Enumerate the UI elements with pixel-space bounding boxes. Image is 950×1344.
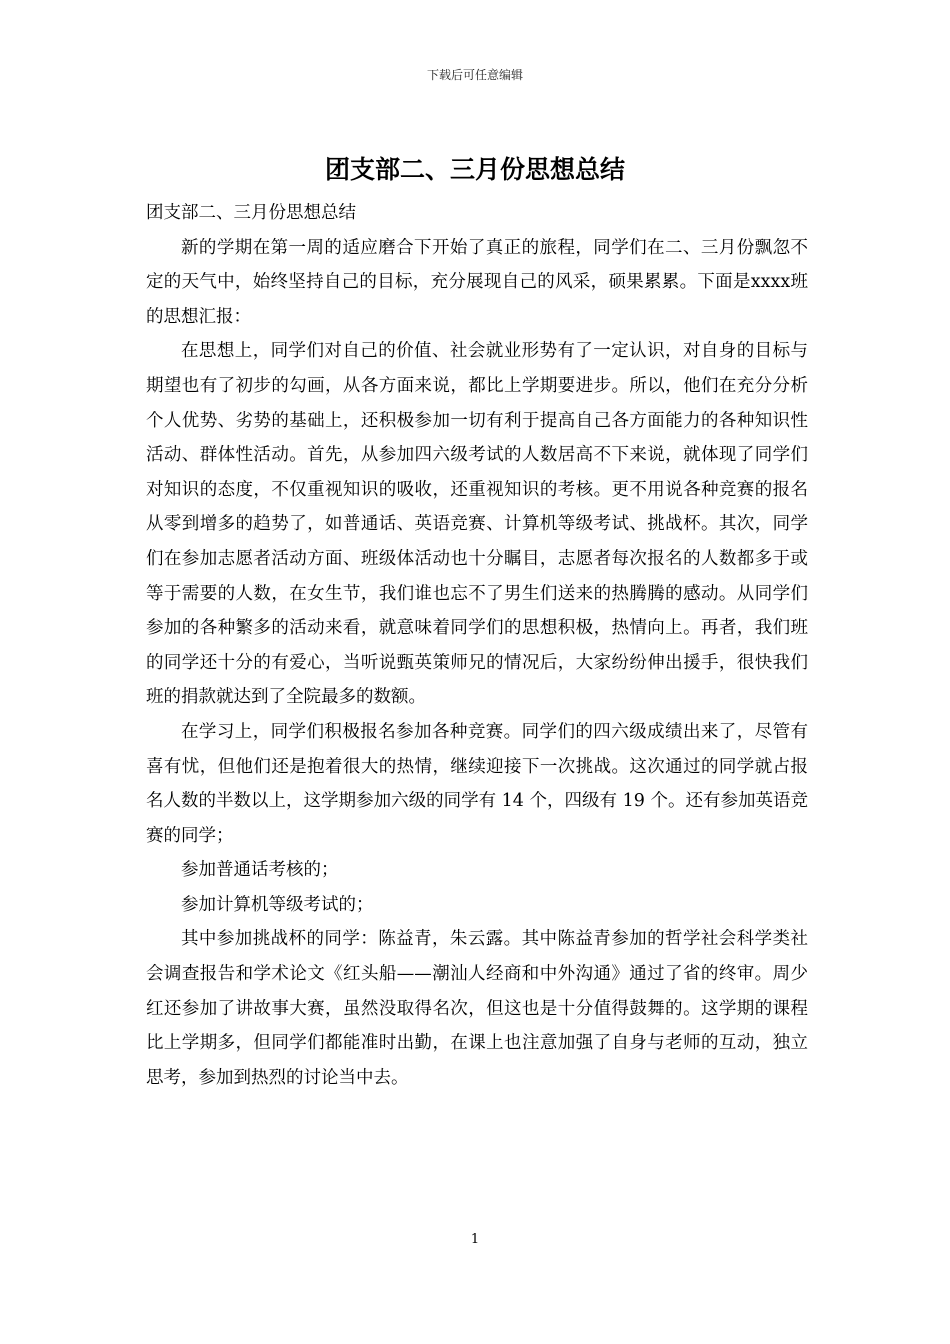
body-paragraph: 在学习上，同学们积极报名参加各种竞赛。同学们的四六级成绩出来了，尽管有喜有忧，但他们还是抱着很大的热情，继续迎接下一次挑战。这次通过的同学就占报名人数的半数以上，这学期参加六级的同学有 14 个，四级有 19 个。还有参加英语竞赛的同学；	[146, 721, 808, 846]
page-number: 1	[470, 1232, 480, 1247]
subtitle-paragraph: 团支部二、三月份思想总结	[146, 203, 356, 223]
body-paragraph: 参加计算机等级考试的；	[181, 894, 374, 915]
document-body	[146, 196, 808, 1095]
body-paragraph: 其中参加挑战杯的同学：陈益青，朱云露。其中陈益青参加的哲学社会科学类社会调查报告和学术论文《红头船——潮汕人经商和中外沟通》通过了省的终审。周少红还参加了讲故事大赛，虽然没取得名次，但这也是十分值得鼓舞的。这学期的课程比上学期多，但同学们都能准时出勤，在课上也注意加强了自身与老师的互动，独立思考，参加到热烈的讨论当中去。	[146, 929, 808, 1088]
header-note: 下载后可任意编辑	[426, 68, 523, 82]
document-title: 团支部二、三月份思想总结	[324, 155, 625, 184]
body-paragraph: 新的学期在第一周的适应磨合下开始了真正的旅程，同学们在二、三月份飘忽不定的天气中，始终坚持自己的目标，充分展现自己的风采，硕果累累。下面是xxxx班的思想汇报：	[146, 237, 808, 327]
body-paragraph: 参加普通话考核的；	[181, 860, 339, 881]
body-paragraph: 在思想上，同学们对自己的价值、社会就业形势有了一定认识，对自身的目标与期望也有了初步的勾画，从各方面来说，都比上学期要进步。所以，他们在充分分析个人优势、劣势的基础上，还积极参加一切有利于提高自己各方面能力的各种知识性活动、群体性活动。首先，从参加四六级考试的人数居高不下来说，就体现了同学们对知识的态度，不仅重视知识的吸收，还重视知识的考核。更不用说各种竞赛的报名从零到增多的趋势了，如普通话、英语竞赛、计算机等级考试、挑战杯。其次，同学们在参加志愿者活动方面、班级体活动也十分瞩目，志愿者每次报名的人数都多于或等于需要的人数，在女生节，我们谁也忘不了男生们送来的热腾腾的感动。从同学们参加的各种繁多的活动来看，就意味着同学们的思想积极，热情向上。再者，我们班的同学还十分的有爱心，当听说甄英策师兄的情况后，大家纷纷伸出援手，很快我们班的捐款就达到了全院最多的数额。	[146, 341, 808, 708]
